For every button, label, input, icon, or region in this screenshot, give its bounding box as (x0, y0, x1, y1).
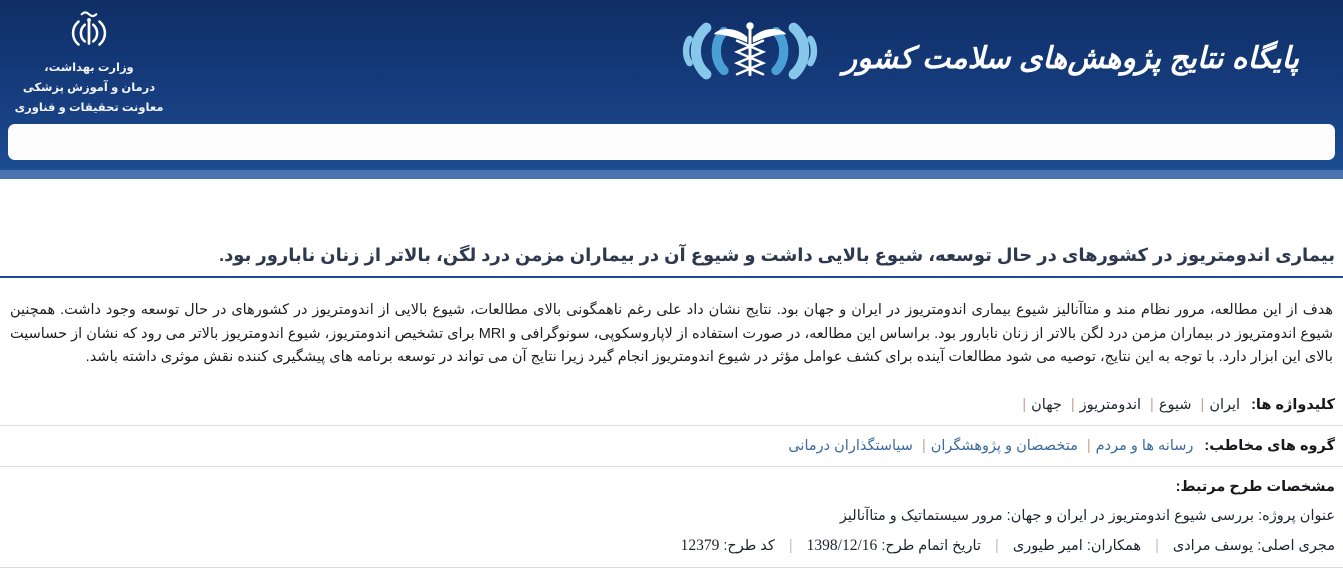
audience-link[interactable]: سیاستگذاران درمانی (788, 437, 913, 454)
keyword-link[interactable]: اندومتریوز (1079, 396, 1142, 413)
audience-label: گروه های مخاطب: (1204, 437, 1335, 454)
end-date-label: تاریخ اتمام طرح: (881, 537, 982, 554)
separator: | (921, 437, 926, 454)
end-date-value: 1398/12/16 (806, 536, 878, 554)
horizontal-rule (0, 567, 1343, 568)
separator: | (788, 537, 793, 554)
pi-label: مجری اصلی: (1257, 537, 1335, 554)
ministry-line-2: درمان و آموزش پزشکی (22, 82, 156, 94)
main-navbar[interactable] (8, 124, 1335, 160)
separator: | (1155, 537, 1159, 554)
caduceus-logo-icon (671, 18, 829, 84)
keywords-label: کلیدواژه ها: (1251, 396, 1335, 413)
article-summary: هدف از این مطالعه، مرور نظام مند و متاآنالیز شیوع بیماری اندومتریوز در ایران و جهان بود. نتایج نشان داد علی رغم ناهمگونی بالای مطالعات، شیوع بالایی از اندومتریوز در کشورهای در حال توسعه وجود داشت. همچنین شیوع اندومتریوز در بیماران مزمن درد لگن بالاتر از زنان نابارور بود. براساس این مطالعه، در صورت استفاده از لاپاروسکوپی، سونوگرافی و MRI برای تشخیص اندومتریوز، شیوع اندومتریوز بالاتر می رود که نشان از حساسیت بالای این ابزار دارد. با توجه به این نتایج، توصیه می شود مطالعات آینده برای کشف عوامل مؤثر در شیوع اندومتریوز انجام گیرد زیرا نتایج آن می تواند در توسعه برنامه های پیشگیری کننده نقش موثری داشته باشد. (10, 302, 1334, 365)
separator: | (1150, 396, 1154, 413)
site-header (0, 0, 1343, 170)
nav-wrap (0, 118, 1343, 170)
separator: | (1086, 437, 1091, 454)
keyword-link[interactable]: جهان (1031, 396, 1062, 413)
ministry-title (15, 58, 164, 118)
collaborators-value: امیر طیوری (1012, 537, 1083, 554)
iran-emblem-icon (67, 8, 111, 54)
horizontal-rule (0, 466, 1343, 467)
ministry-logo-block[interactable] (14, 0, 164, 118)
divider-strip (0, 170, 1343, 179)
content-area (0, 243, 1343, 568)
article-headline: بیماری اندومتریوز در کشورهای در حال توسعه، شیوع بالایی داشت و شیوع آن در بیماران مزمن درد لگن، بالاتر از زنان نابارور بود. (219, 245, 1335, 265)
audience-link[interactable]: متخصصان و پژوهشگران (930, 437, 1078, 454)
separator: | (1200, 396, 1205, 413)
separator: | (1022, 396, 1027, 413)
keywords-row (0, 397, 1343, 413)
headline-underline (0, 276, 1343, 278)
horizontal-rule (0, 425, 1343, 426)
ministry-line-3: معاونت تحقیقات و فناوری (14, 102, 164, 114)
separator: | (1070, 396, 1075, 413)
collaborators-label: همکاران: (1086, 537, 1142, 554)
project-title-row (0, 508, 1343, 524)
separator: | (995, 537, 999, 554)
project-section-title: مشخصات طرح مرتبط: (1175, 478, 1335, 495)
header-top (0, 0, 1343, 118)
project-code-label: کد طرح: (723, 537, 775, 554)
keyword-link[interactable]: شیوع (1158, 396, 1192, 413)
site-title: پایگاه نتایج پژوهش‌های سلامت کشور (842, 41, 1299, 75)
audience-link[interactable]: رسانه ها و مردم (1095, 437, 1194, 454)
project-title-label: عنوان پروژه: (1258, 507, 1335, 524)
brand-block[interactable] (671, 0, 1299, 84)
project-code-value: 12379 (680, 536, 720, 554)
project-title-value: بررسی شیوع اندومتریوز در ایران و جهان: مرور سیستماتیک و متاآنالیز (839, 507, 1255, 524)
ministry-line-1: وزارت بهداشت، (44, 62, 134, 74)
keyword-link[interactable]: ایران (1209, 396, 1241, 413)
pi-value: یوسف مرادی (1172, 537, 1254, 554)
audience-row (0, 438, 1343, 454)
project-meta-row (0, 537, 1343, 555)
